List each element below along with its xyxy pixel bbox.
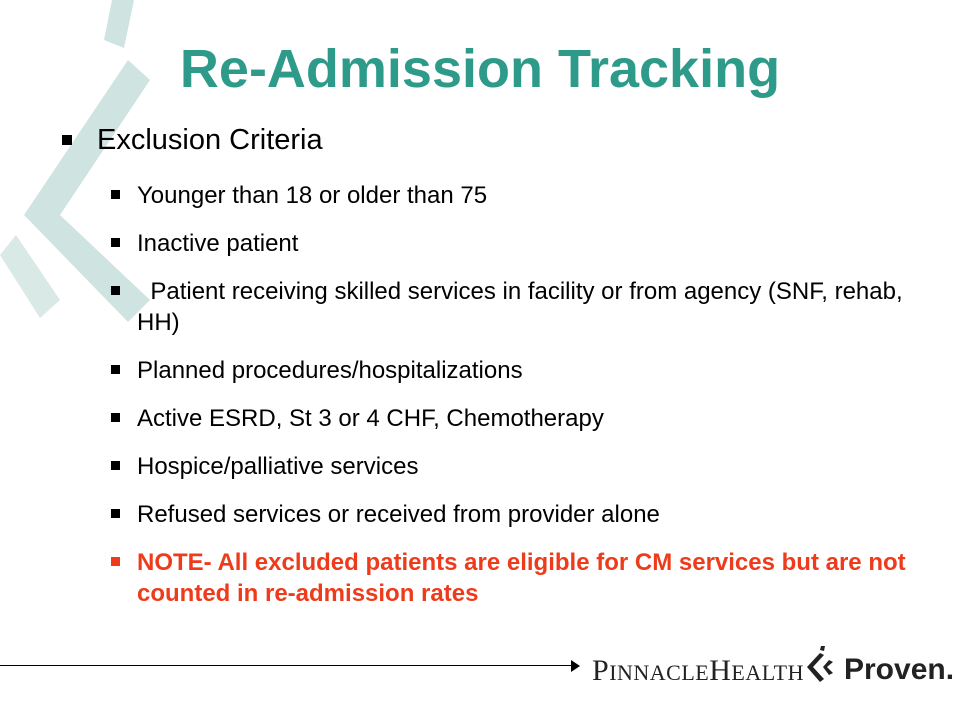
note-text: NOTE- All excluded patients are eligible for CM services but are not counted in re-admission rates [137, 549, 906, 607]
logo-diamond-icon [805, 646, 839, 686]
bullet-text: Planned procedures/hospitalizations [137, 357, 523, 384]
bullet-square-icon [111, 413, 120, 422]
bullet-square-icon [111, 190, 120, 199]
bullet-square-icon [111, 557, 120, 566]
bullet-text: Younger than 18 or older than 75 [137, 182, 488, 209]
bullet-note [60, 547, 920, 609]
bullet-item [60, 180, 920, 211]
bullet-square-icon [111, 461, 120, 470]
bullet-square-icon [111, 286, 120, 295]
bullet-text: Hospice/palliative services [137, 453, 419, 480]
bullet-square-icon [111, 238, 120, 247]
bullet-text: Refused services or received from provider alone [137, 501, 660, 528]
bullet-text: Active ESRD, St 3 or 4 CHF, Chemotherapy [137, 405, 604, 432]
bullet-item [60, 355, 920, 386]
bullet-text: Inactive patient [137, 230, 299, 257]
bullet-item [60, 276, 920, 338]
logo-brand-name: PINNACLEHEALTH [592, 654, 804, 687]
bullet-exclusion-criteria [60, 118, 920, 162]
footer-line [0, 665, 578, 666]
bullet-item [60, 499, 920, 530]
bullet-square-icon [62, 135, 72, 145]
bullet-text: Patient receiving skilled services in facility or from agency (SNF, rehab, HH) [137, 278, 903, 336]
bullet-item [60, 403, 920, 434]
bullet-list [60, 118, 920, 609]
bullet-square-icon [111, 509, 120, 518]
bullet-square-icon [111, 365, 120, 374]
slide-title: Re-Admission Tracking [179, 39, 781, 99]
bullet-item [60, 451, 920, 482]
arrowhead-icon [571, 660, 580, 672]
logo-tagline: Proven. [844, 653, 955, 686]
bullet-text: Exclusion Criteria [97, 124, 323, 156]
bullet-item [60, 228, 920, 259]
